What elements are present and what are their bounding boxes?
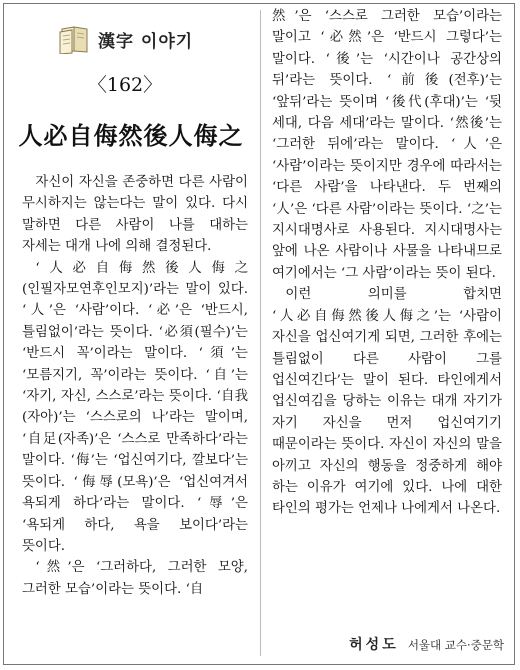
author-name: 허성도 bbox=[349, 637, 399, 653]
article-title: 人必自侮然後人侮之 bbox=[18, 121, 244, 150]
series-header bbox=[58, 20, 248, 60]
byline bbox=[349, 634, 504, 654]
body-column-right bbox=[272, 6, 502, 520]
body-paragraph: 이런 의미를 합치면 ‘人必自侮然後人侮之’는 ‘사람이 자신을 업신여기게 되면, 그러한 후에는 틀림없이 다른 사람이 그를 업신여긴다’는 말이 된다. 타인에게서 업신여김을 당하는 이유는 대개 자기가 자기 자신을 먼저 업신여기기 때문이라는 뜻이다. 자신이 자신의 말을 아끼고 자신의 행동을 정중하게 해야 하는 이유가 여기에 있다. 나에 대한 타인의 평가는 언제나 나에게서 나온다. bbox=[272, 287, 502, 517]
author-affiliation: 서울대 교수·중문학 bbox=[407, 638, 504, 652]
body-paragraph: 자신이 자신을 존중하면 다른 사람이 무시하지는 않는다는 말이 있다. 다시 말하면 다른 사람이 나를 대하는 자세는 대개 나에 의해 결정된다. bbox=[22, 175, 248, 255]
body-paragraph: ‘然’은 ‘그러하다, 그러한 모양, 그러한 모습’이라는 뜻이다. ‘自 bbox=[22, 560, 248, 597]
book-icon bbox=[58, 24, 92, 54]
issue-number: 〈162〉 bbox=[87, 74, 163, 96]
column-divider bbox=[260, 10, 261, 656]
series-name: 漢字 이야기 bbox=[98, 32, 194, 52]
body-paragraph: ‘人必自侮然後人侮之(인필자모연후인모지)’라는 말이 있다. ‘人’은 ‘사람’이다. ‘必’은 ‘반드시, 틀림없이’라는 뜻이다. ‘必須(필수)’는 ‘반드시 꼭’이라는 말이다. ‘須’는 ‘모름지기, 꼭’이라는 뜻이다. ‘自’는 ‘자기, 자신, 스스로’라는 뜻이다. ‘自我(자아)’는 ‘스스로의 나’라는 말이며, ‘自足(자족)’은 ‘스스로 만족하다’라는 말이다. ‘侮’는 ‘업신여기다, 깔보다’는 뜻이다. ‘侮辱(모욕)’은 ‘업신여겨서 욕되게 하다’라는 말이다. ‘辱’은 ‘욕되게 하다, 욕을 보이다’라는 뜻이다. bbox=[22, 260, 248, 554]
body-paragraph: 然’은 ‘스스로 그러한 모습’이라는 말이고 ‘必然’은 ‘반드시 그렇다’는 말이다. ‘後’는 ‘시간이나 공간상의 뒤’라는 뜻이다. ‘前後(전후)’는 ‘앞뒤’라는 뜻이며 ‘後代(후대)’는 ‘뒷 세대, 다음 세대’라는 말이다. ‘然後’는 ‘그러한 뒤에’라는 말이다. ‘人’은 ‘사람’이라는 뜻이지만 경우에 따라서는 ‘다른 사람’을 나타낸다. 두 번째의 ‘人’은 ‘다른 사람’이라는 뜻이다. ‘之’는 지시대명사로 사용된다. 지시대명사는 앞에 나온 사람이나 사물을 나타내므로 여기에서는 ‘그 사람’이라는 뜻이 된다. bbox=[272, 9, 502, 281]
body-column-left bbox=[22, 172, 248, 600]
